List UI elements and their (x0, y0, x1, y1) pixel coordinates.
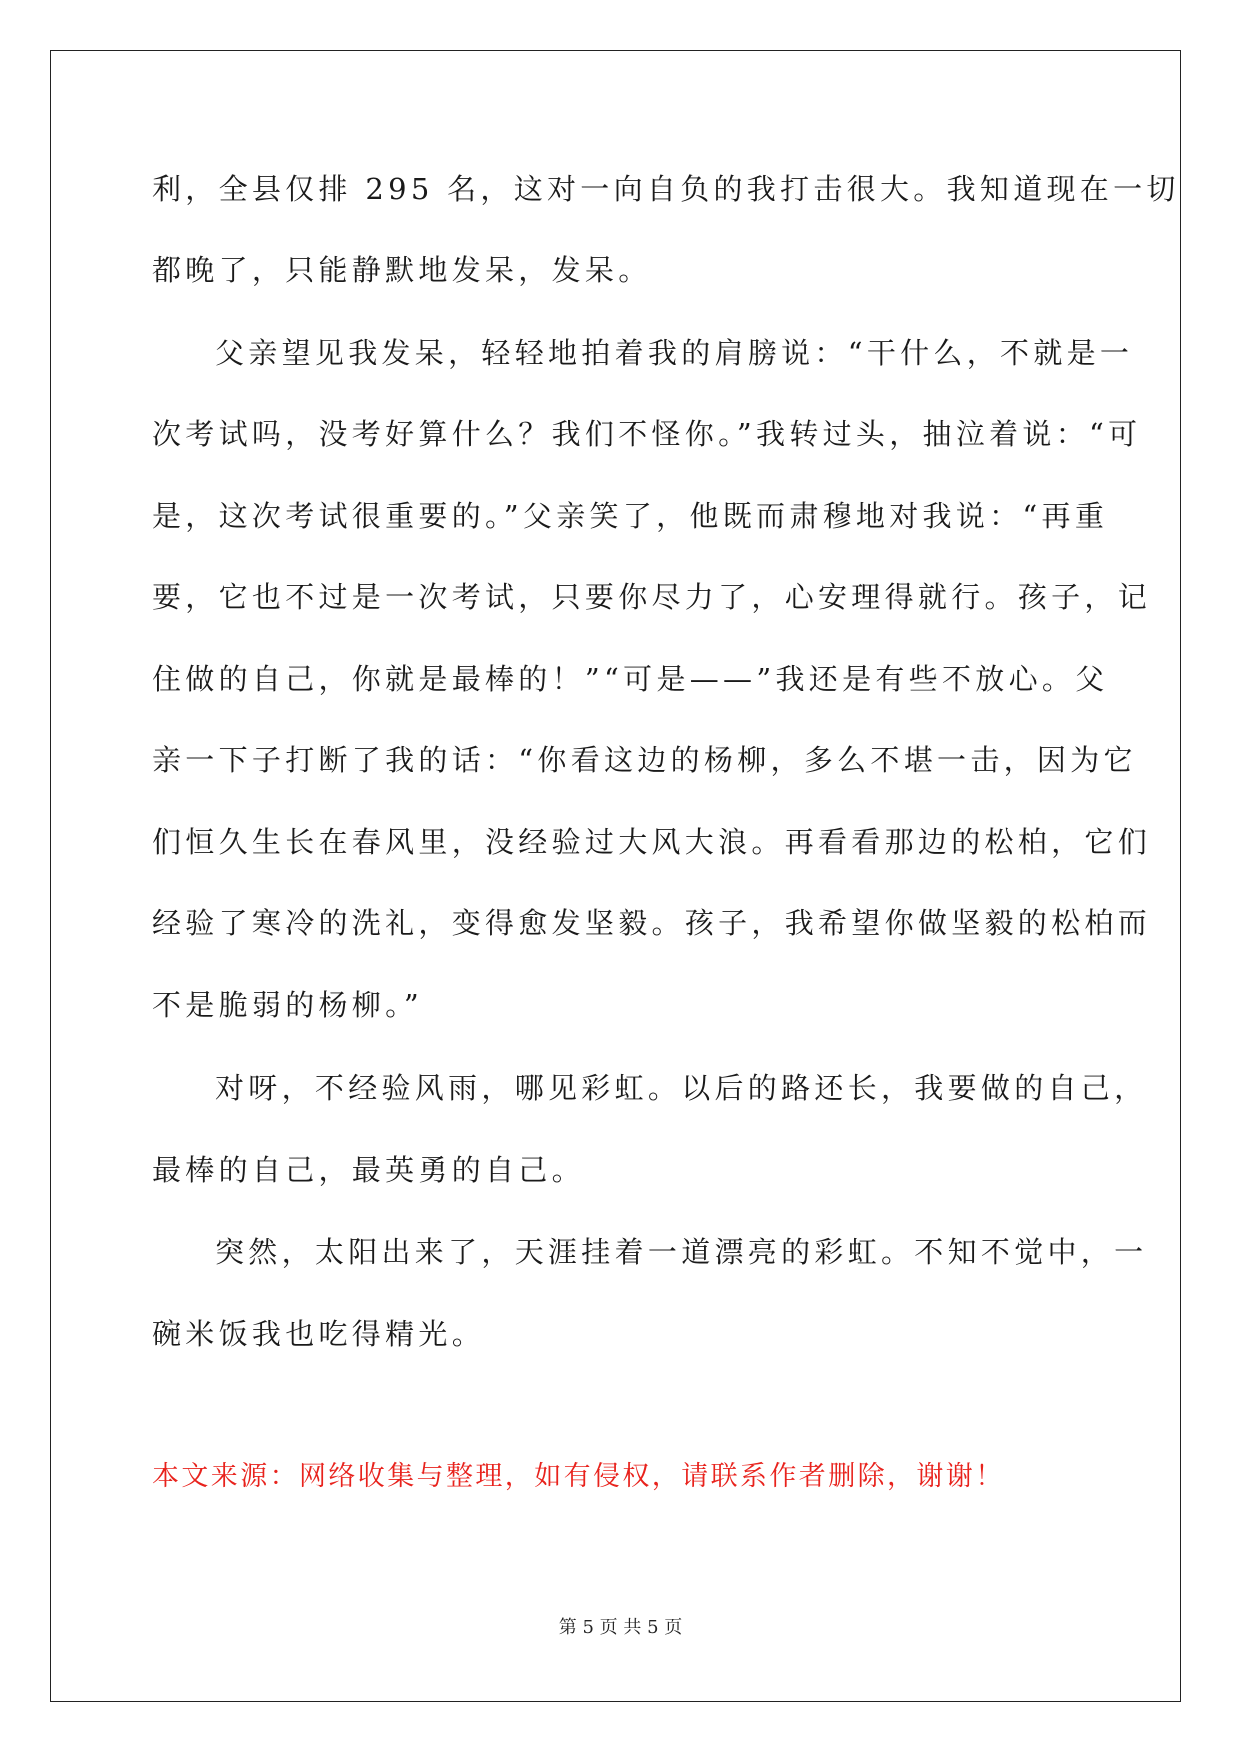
text-line: 们恒久生长在春风里，没经验过大风大浪。再看看那边的松柏，它们 (152, 825, 1152, 859)
text-line: 都晚了，只能静默地发呆，发呆。 (152, 253, 652, 287)
text-line: 父亲望见我发呆，轻轻地拍着我的肩膀说：“干什么，不就是一 (215, 336, 1134, 370)
source-note: 本文来源：网络收集与整理，如有侵权，请联系作者删除，谢谢！ (152, 1461, 1005, 1492)
text-line: 突然，太阳出来了，天涯挂着一道漂亮的彩虹。不知不觉中，一 (215, 1235, 1148, 1269)
text-line: 要，它也不过是一次考试，只要你尽力了，心安理得就行。孩子，记 (152, 580, 1152, 614)
text-line: 经验了寒冷的洗礼，变得愈发坚毅。孩子，我希望你做坚毅的松柏而 (152, 906, 1152, 940)
page-footer: 第 5 页 共 5 页 (558, 1617, 683, 1638)
page-border (50, 50, 1181, 1702)
text-line: 最棒的自己，最英勇的自己。 (152, 1153, 585, 1187)
text-line: 对呀，不经验风雨，哪见彩虹。以后的路还长，我要做的自己， (215, 1071, 1148, 1105)
text-line: 利，全县仅排 295 名，这对一向自负的我打击很大。我知道现在一切 (152, 172, 1180, 206)
text-line: 是，这次考试很重要的。”父亲笑了，他既而肃穆地对我说：“再重 (152, 499, 1109, 533)
text-line: 次考试吗，没考好算什么？我们不怪你。”我转过头，抽泣着说：“可 (152, 417, 1142, 451)
text-line: 碗米饭我也吃得精光。 (152, 1317, 486, 1351)
text-line: 亲一下子打断了我的话：“你看这边的杨柳，多么不堪一击，因为它 (152, 743, 1137, 777)
text-line: 住做的自己，你就是最棒的！”“可是——”我还是有些不放心。父 (152, 662, 1109, 696)
text-line: 不是脆弱的杨柳。” (152, 988, 424, 1022)
